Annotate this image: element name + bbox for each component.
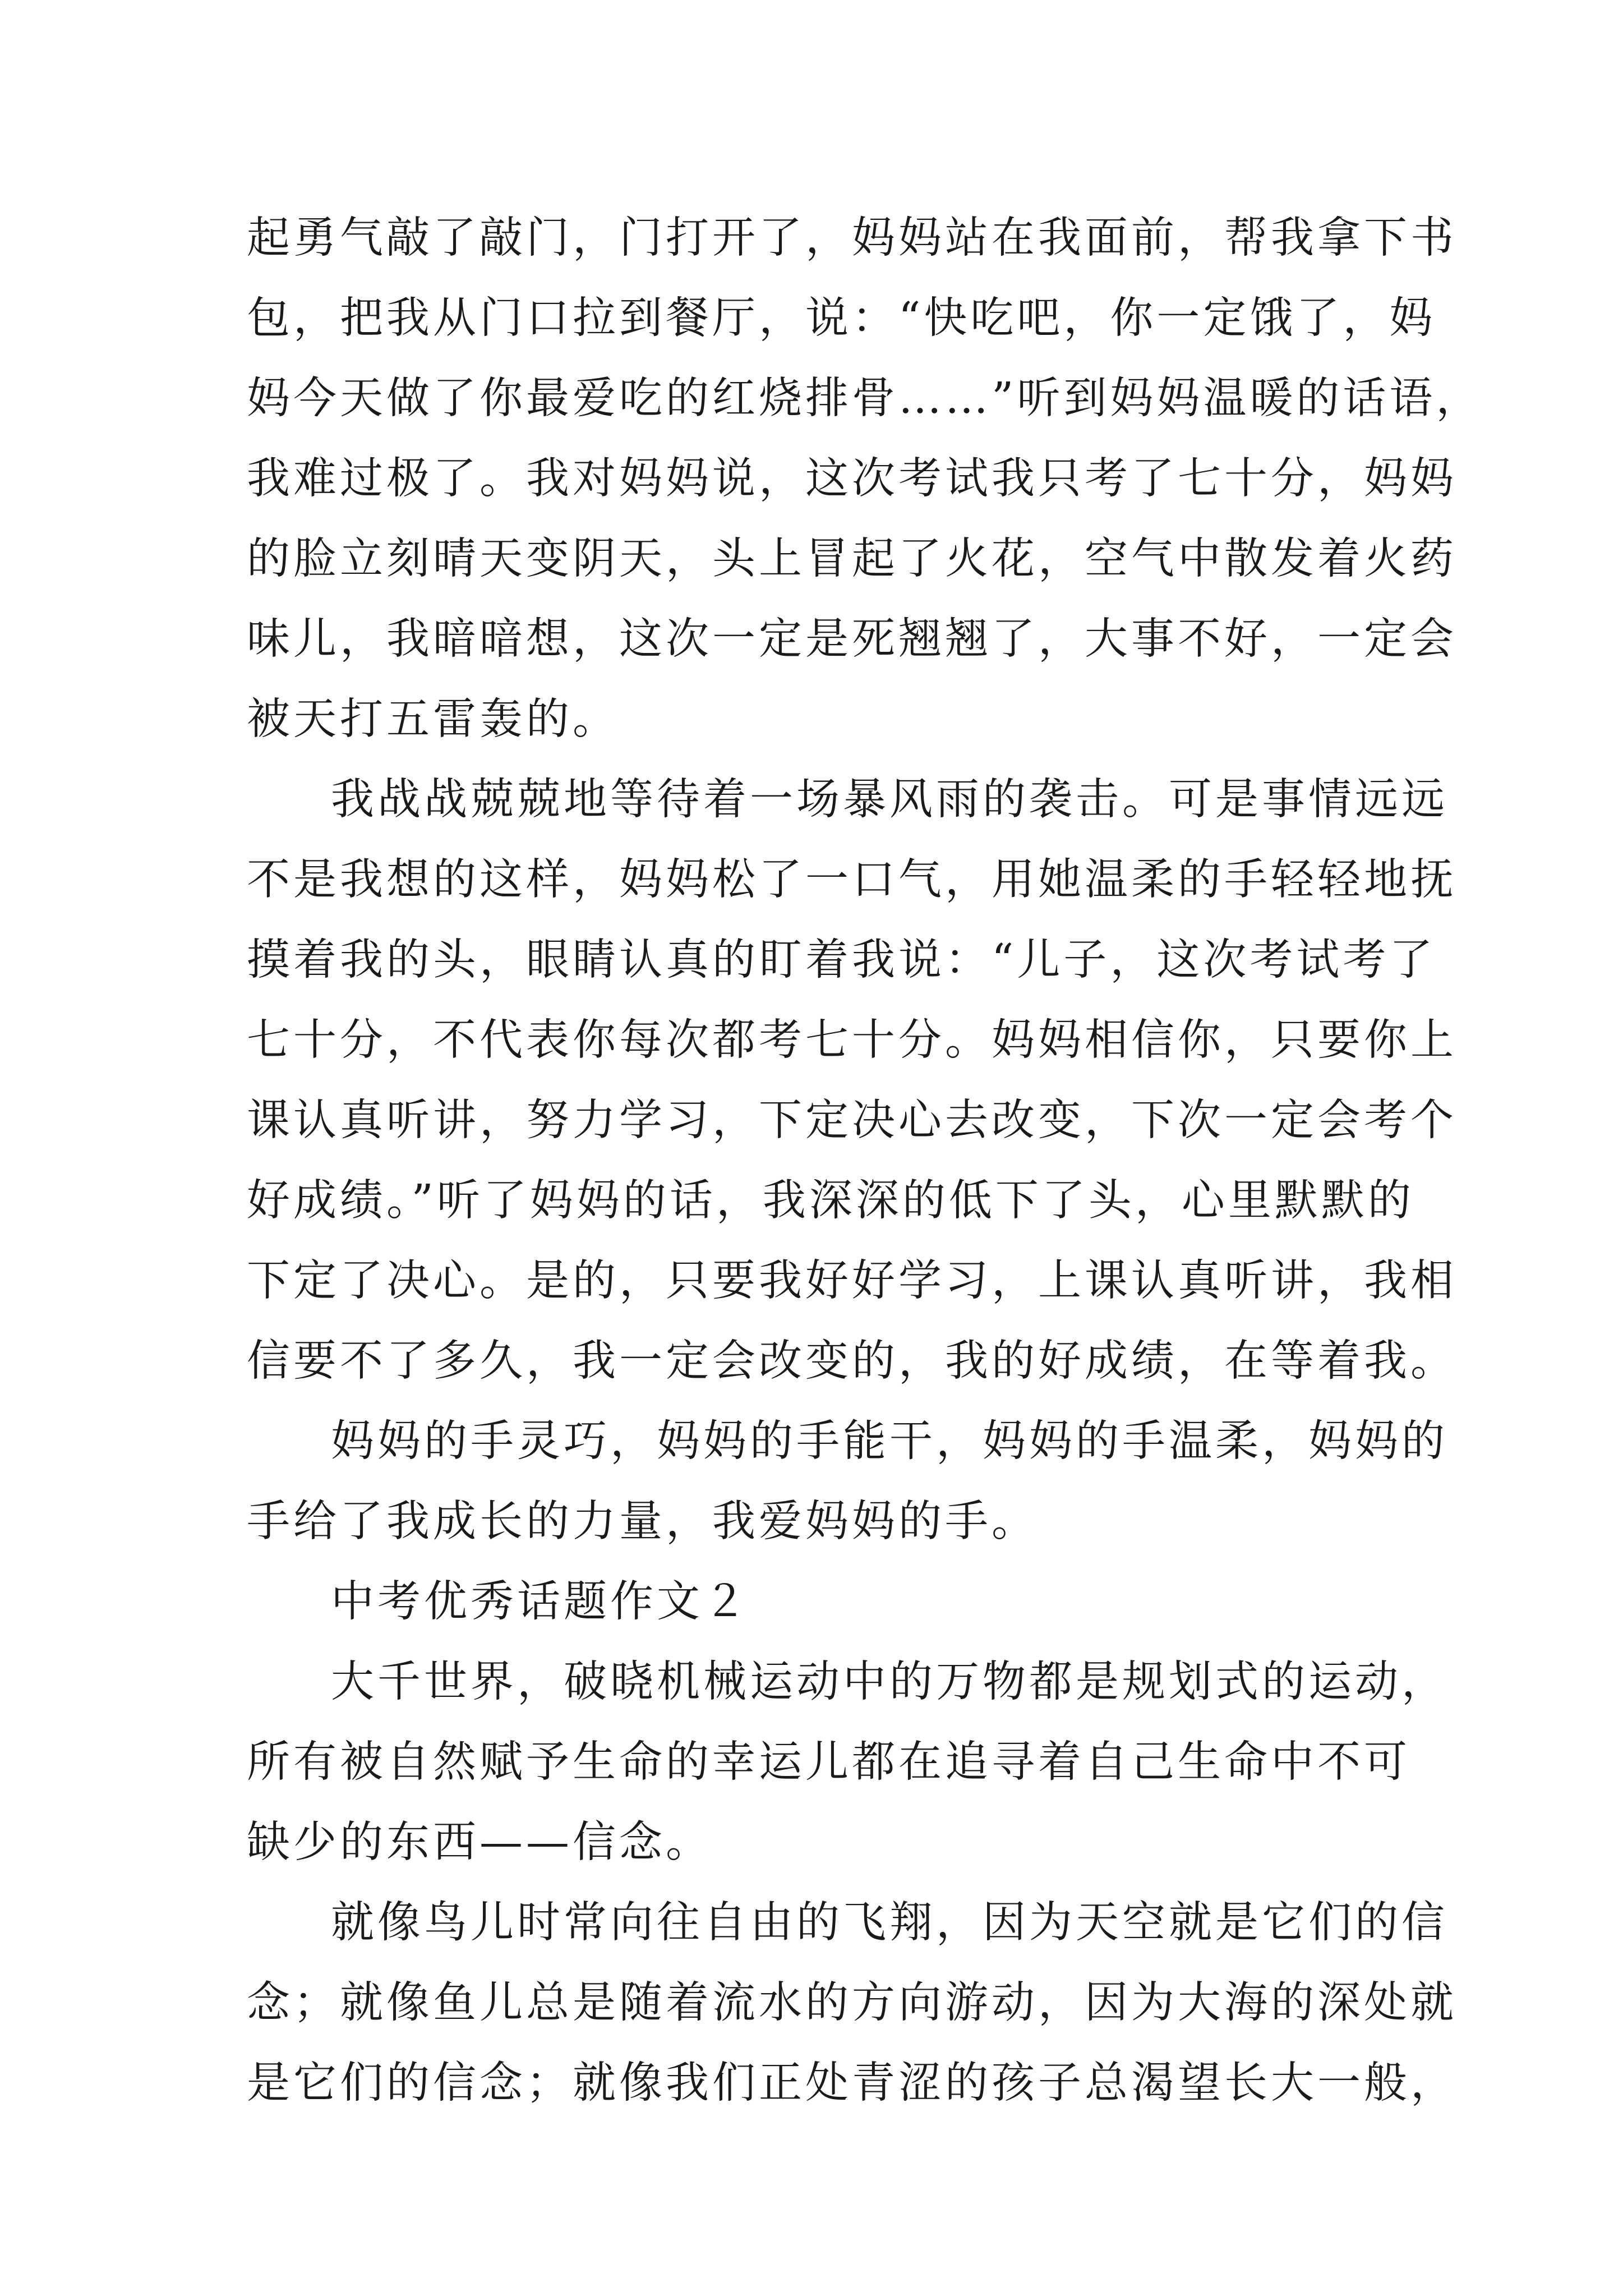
paragraph-first-line: 我战战兢兢地等待着一场暴风雨的袭击。可是事情远远 xyxy=(331,775,1448,825)
text-line: 我难过极了。我对妈妈说，这次考试我只考了七十分，妈妈 xyxy=(247,454,1457,504)
text-line: 被天打五雷轰的。 xyxy=(247,694,619,744)
text-line: 摸着我的头，眼睛认真的盯着我说：“儿子，这次考试考了 xyxy=(247,935,1436,985)
text-line: 不是我想的这样，妈妈松了一口气，用她温柔的手轻轻地抚 xyxy=(247,855,1457,905)
text-line: 所有被自然赋予生命的幸运儿都在追寻着自己生命中不可 xyxy=(247,1737,1410,1787)
text-line: 课认真听讲，努力学习，下定决心去改变，下次一定会考个 xyxy=(247,1096,1457,1145)
text-line: 味儿，我暗暗想，这次一定是死翘翘了，大事不好，一定会 xyxy=(247,614,1457,664)
paragraph-first-line: 就像鸟儿时常向往自由的飞翔，因为天空就是它们的信 xyxy=(331,1898,1448,1948)
text-line: 妈今天做了你最爱吃的红烧排骨……”听到妈妈温暖的话语， xyxy=(247,374,1483,424)
text-line: 手给了我成长的力量，我爱妈妈的手。 xyxy=(247,1497,1038,1547)
text-line: 包，把我从门口拉到餐厅，说：“快吃吧，你一定饿了，妈 xyxy=(247,293,1436,343)
text-line: 念；就像鱼儿总是随着流水的方向游动，因为大海的深处就 xyxy=(247,1978,1457,2028)
text-line: 七十分，不代表你每次都考七十分。妈妈相信你，只要你上 xyxy=(247,1015,1457,1065)
paragraph-first-line: 大千世界，破晓机械运动中的万物都是规划式的运动， xyxy=(331,1657,1448,1707)
text-line: 好成绩。”听了妈妈的话，我深深的低下了头，心里默默的 xyxy=(247,1176,1414,1226)
text-line: 信要不了多久，我一定会改变的，我的好成绩，在等着我。 xyxy=(247,1336,1457,1386)
text-line: 缺少的东西——信念。 xyxy=(247,1818,712,1867)
paragraph-first-line: 妈妈的手灵巧，妈妈的手能干，妈妈的手温柔，妈妈的 xyxy=(331,1416,1448,1466)
text-line: 下定了决心。是的，只要我好好学习，上课认真听讲，我相 xyxy=(247,1256,1457,1306)
text-line: 起勇气敲了敲门，门打开了，妈妈站在我面前，帮我拿下书 xyxy=(247,213,1457,263)
text-line: 是它们的信念；就像我们正处青涩的孩子总渴望长大一般， xyxy=(247,2058,1457,2108)
text-line: 的脸立刻晴天变阴天，头上冒起了火花，空气中散发着火药 xyxy=(247,534,1457,584)
section-heading: 中考优秀话题作文２ xyxy=(331,1577,750,1627)
